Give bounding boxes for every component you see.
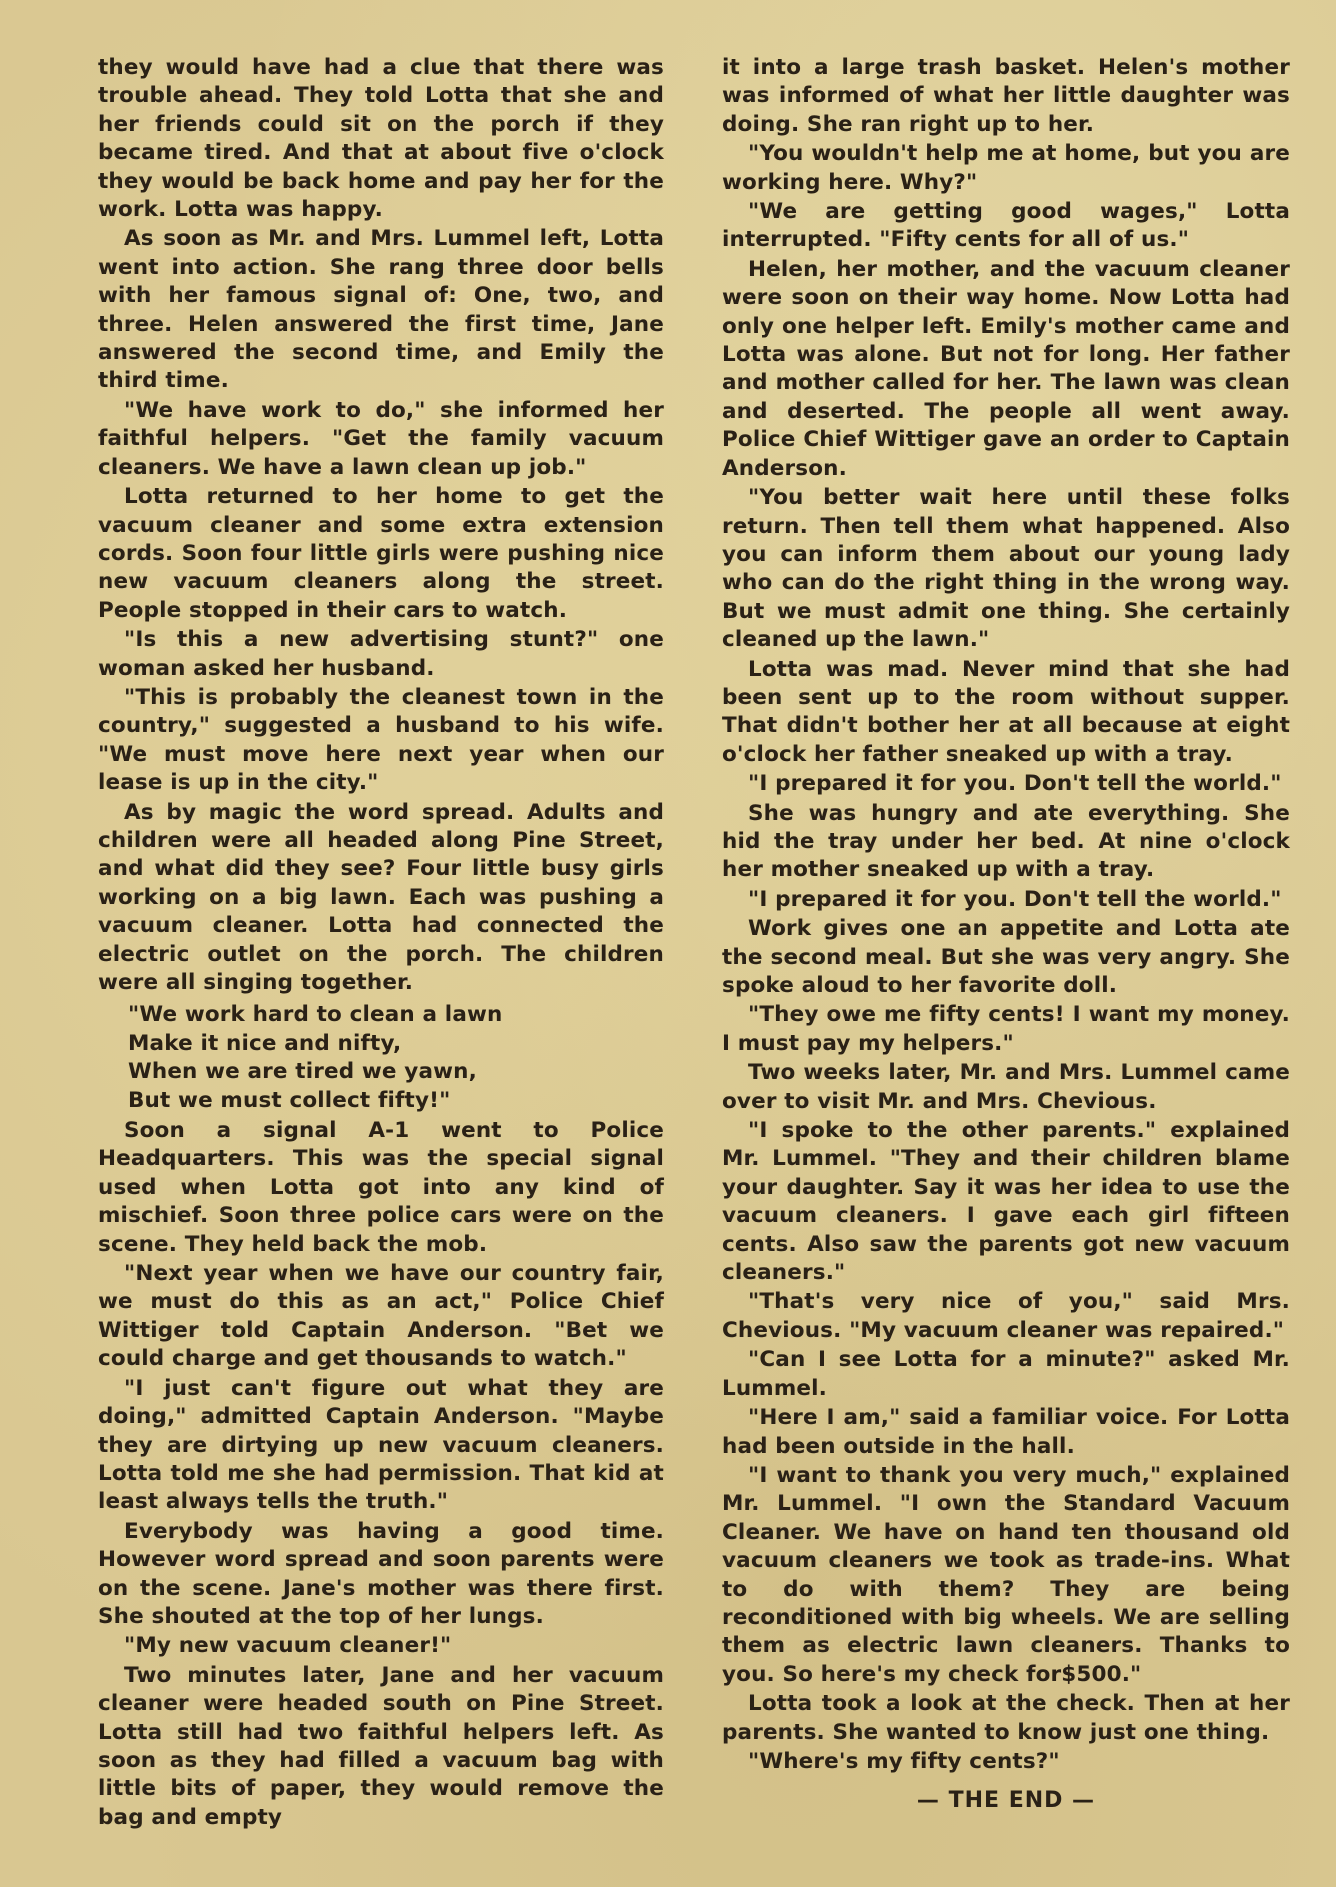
left-column-paragraph: "We work hard to clean a lawn: [128, 1002, 503, 1028]
left-column-paragraph: Two minutes later, Jane and her vacuum cleaner were headed south on Pine Street. Lotta still had two faithful helpers left. As soon as they had filled a vacuum bag with little bits of paper, they would remove the bag and empty: [98, 1662, 664, 1830]
right-text-column: [722, 54, 1290, 1777]
right-column-paragraph: Lotta took a look at the check. Then at her parents. She wanted to know just one thing.: [722, 1691, 1290, 1745]
left-column-paragraph: "I just can't figure out what they are doing," admitted Captain Anderson. "Maybe they are dirtying up new vacuum cleaners. Lotta told me she had permission. That kid at least always tells the truth.": [98, 1375, 664, 1515]
left-text-column: [98, 54, 664, 1833]
left-column-paragraph: As soon as Mr. and Mrs. Lummel left, Lotta went into action. She rang three door bells with her famous signal of: One, two, and three. Helen answered the first time, Jane answered the second time, and Emily the third time.: [98, 226, 664, 394]
right-column-paragraph: "I prepared it for you. Don't tell the world.": [748, 886, 1282, 912]
right-column-paragraph: "We are getting good wages," Lotta interrupted. "Fifty cents for all of us.": [722, 199, 1290, 253]
right-column-paragraph: "They owe me fifty cents! I want my money. I must pay my helpers.": [722, 1002, 1290, 1056]
right-column-paragraph: it into a large trash basket. Helen's mother was informed of what her little daughter was doing. She ran right up to her.: [722, 55, 1290, 137]
right-column-paragraph: She was hungry and ate everything. She hid the tray under her bed. At nine o'clock her mother sneaked up with a tray.: [722, 800, 1290, 883]
left-column-paragraph: they would have had a clue that there was trouble ahead. They told Lotta that she and her friends could sit on the porch if they became tired. And that at about five o'clock they would be back home and pay her for the work. Lotta was happy.: [98, 55, 664, 223]
right-column-paragraph: Helen, her mother, and the vacuum cleaner were soon on their way home. Now Lotta had only one helper left. Emily's mother came and Lotta was alone. But not for long. Her father and mother called for her. The lawn was clean and deserted. The people all went away. Police Chief Wittiger gave an order to Captain Anderson.: [722, 256, 1290, 481]
left-column-paragraph: When we are tired we yawn,: [128, 1059, 477, 1085]
the-end-label: — THE END —: [916, 1788, 1096, 1813]
right-column-paragraph: "I prepared it for you. Don't tell the world.": [748, 771, 1282, 797]
left-column-paragraph: "Is this a new advertising stunt?" one woman asked her husband.: [98, 627, 664, 681]
left-column-paragraph: "My new vacuum cleaner!": [124, 1633, 452, 1659]
right-column-paragraph: Two weeks later, Mr. and Mrs. Lummel came over to visit Mr. and Mrs. Chevious.: [722, 1060, 1290, 1114]
left-column-paragraph: As by magic the word spread. Adults and children were all headed along Pine Street, and what did they see? Four little busy girls working on a big lawn. Each was pushing a vacuum cleaner. Lotta had connected the electric outlet on the porch. The children were all singing together.: [98, 799, 664, 995]
left-column-paragraph: "We have work to do," she informed her faithful helpers. "Get the family vacuum cleaners. We have a lawn clean up job.": [98, 397, 664, 480]
right-column-paragraph: "You wouldn't help me at home, but you are working here. Why?": [722, 141, 1290, 195]
left-column-paragraph: Make it nice and nifty,: [128, 1030, 402, 1056]
left-column-paragraph: "This is probably the cleanest town in the country," suggested a husband to his wife. "We must move here next year when our lease is up in the city.": [98, 684, 664, 796]
right-column-paragraph: "Here I am," said a familiar voice. For Lotta had been outside in the hall.: [722, 1405, 1290, 1459]
left-column-paragraph: Lotta returned to her home to get the vacuum cleaner and some extra extension cords. Soon four little girls were pushing nice new vacuum cleaners along the street. People stopped in their cars to watch.: [98, 484, 664, 623]
left-column-paragraph: Soon a signal A-1 went to Police Headquarters. This was the special signal used when Lotta got into any kind of mischief. Soon three police cars were on the scene. They held back the mob.: [98, 1118, 664, 1257]
right-column-paragraph: "Can I see Lotta for a minute?" asked Mr. Lummel.: [722, 1347, 1290, 1401]
right-column-paragraph: "I spoke to the other parents." explained Mr. Lummel. "They and their children blame your daughter. Say it was her idea to use the vacuum cleaners. I gave each girl fifteen cents. Also saw the parents got new vacuum cleaners.": [722, 1118, 1290, 1286]
left-column-paragraph: Everybody was having a good time. However word spread and soon parents were on the scene. Jane's mother was there first. She shouted at the top of her lungs.: [98, 1518, 664, 1629]
right-column-paragraph: "That's very nice of you," said Mrs. Chevious. "My vacuum cleaner was repaired.": [722, 1289, 1290, 1343]
right-column-paragraph: "You better wait here until these folks return. Then tell them what happened. Also you can inform them about our young lady who can do the right thing in the wrong way. But we must admit one thing. She certainly cleaned up the lawn.": [722, 485, 1290, 653]
right-column-paragraph: "Where's my fifty cents?": [748, 1748, 1060, 1774]
left-column-paragraph: "Next year when we have our country fair, we must do this as an act," Police Chief Wittiger told Captain Anderson. "Bet we could charge and get thousands to watch.": [98, 1261, 664, 1372]
right-column-paragraph: Work gives one an appetite and Lotta ate the second meal. But she was very angry. She spoke aloud to her favorite doll.: [722, 916, 1290, 998]
right-column-paragraph: "I want to thank you very much," explained Mr. Lummel. "I own the Standard Vacuum Cleaner. We have on hand ten thousand old vacuum cleaners we took as trade-ins. What to do with them? They are being reconditioned with big wheels. We are selling them as electric lawn cleaners. Thanks to you. So here's my check for$500.": [722, 1462, 1290, 1687]
right-column-paragraph: Lotta was mad. Never mind that she had been sent up to the room without supper. That didn't bother her at all because at eight o'clock her father sneaked up with a tray.: [722, 656, 1290, 767]
left-column-paragraph: But we must collect fifty!": [128, 1087, 451, 1113]
